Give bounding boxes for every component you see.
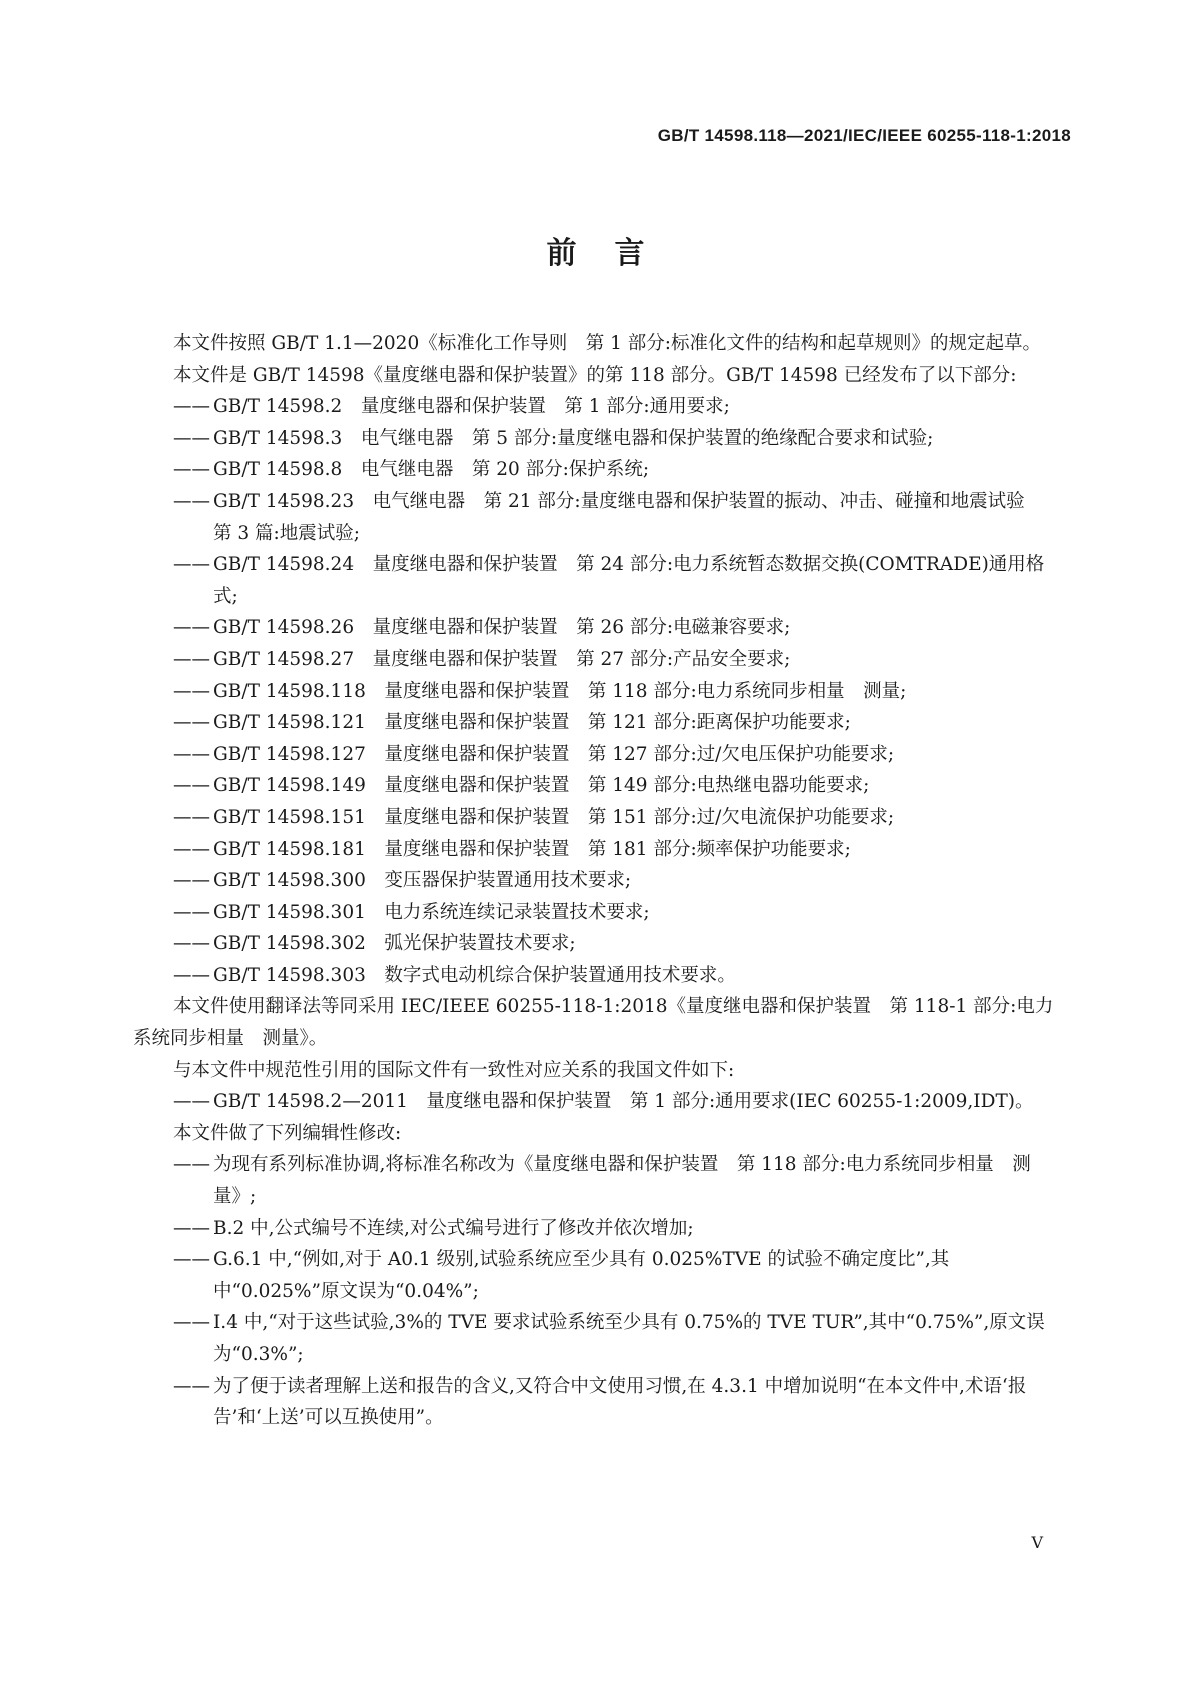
dash-marker: —— — [173, 933, 210, 955]
dash-marker: —— — [173, 1154, 210, 1176]
list-item — [133, 1371, 1057, 1434]
list-item-text: 为现有系列标准协调,将标准名称改为《量度继电器和保护装置 第 118 部分:电力系统同步相量 测量》; — [213, 1154, 1031, 1208]
list-item — [133, 897, 1057, 929]
dash-marker: —— — [173, 1249, 210, 1271]
page-title: 前言 — [546, 236, 683, 271]
paragraph-translation: 本文件使用翻译法等同采用 IEC/IEEE 60255-118-1:2018《量度继电器和保护装置 第 118-1 部分:电力系统同步相量 测量》。 — [133, 996, 1054, 1050]
list-item-text: GB/T 14598.127 量度继电器和保护装置 第 127 部分:过/欠电压保护功能要求; — [213, 743, 895, 765]
dash-marker: —— — [173, 459, 210, 481]
parts-list — [133, 391, 1057, 991]
dash-marker: —— — [173, 1375, 210, 1397]
list-item-text: GB/T 14598.26 量度继电器和保护装置 第 26 部分:电磁兼容要求; — [213, 617, 791, 639]
list-item-text: GB/T 14598.3 电气继电器 第 5 部分:量度继电器和保护装置的绝缘配合要求和试验; — [213, 427, 934, 449]
list-item-text: GB/T 14598.27 量度继电器和保护装置 第 27 部分:产品安全要求; — [213, 648, 791, 670]
dash-marker: —— — [173, 1091, 210, 1113]
list-item-text: GB/T 14598.149 量度继电器和保护装置 第 149 部分:电热继电器功能要求; — [213, 775, 870, 797]
standard-code-header: GB/T 14598.118—2021/IEC/IEEE 60255-118-1:2018 — [657, 126, 1071, 145]
list-item-text: GB/T 14598.303 数字式电动机综合保护装置通用技术要求。 — [213, 964, 736, 986]
list-item — [133, 549, 1057, 612]
list-item — [133, 834, 1057, 866]
list-item — [133, 644, 1057, 676]
foreword-body — [133, 328, 1057, 1434]
list-item — [133, 865, 1057, 897]
list-item-text: GB/T 14598.181 量度继电器和保护装置 第 181 部分:频率保护功能要求; — [213, 838, 851, 860]
dash-marker: —— — [173, 964, 210, 986]
list-item — [133, 1244, 1057, 1307]
list-item-text: B.2 中,公式编号不连续,对公式编号进行了修改并依次增加; — [213, 1217, 694, 1239]
paragraph-reference-intro: 与本文件中规范性引用的国际文件有一致性对应关系的我国文件如下: — [173, 1059, 735, 1081]
list-item — [133, 707, 1057, 739]
edit-list — [133, 1149, 1057, 1433]
list-item — [133, 612, 1057, 644]
list-item — [133, 391, 1057, 423]
dash-marker: —— — [173, 554, 210, 576]
dash-marker: —— — [173, 1312, 210, 1334]
list-item-text: I.4 中,“对于这些试验,3%的 TVE 要求试验系统至少具有 0.75%的 TVE TUR”,其中“0.75%”,原文误为“0.3%”; — [213, 1312, 1045, 1365]
list-item — [133, 454, 1057, 486]
dash-marker: —— — [173, 648, 210, 670]
reference-list — [133, 1086, 1057, 1118]
dash-marker: —— — [173, 870, 210, 892]
list-item — [133, 1307, 1057, 1370]
list-item — [133, 739, 1057, 771]
list-item — [133, 1213, 1057, 1245]
list-item-text: GB/T 14598.24 量度继电器和保护装置 第 24 部分:电力系统暂态数据交换(COMTRADE)通用格式; — [213, 554, 1045, 607]
list-item-text: GB/T 14598.300 变压器保护装置通用技术要求; — [213, 870, 632, 892]
dash-marker: —— — [173, 680, 210, 702]
dash-marker: —— — [173, 806, 210, 828]
dash-marker: —— — [173, 712, 210, 734]
list-item-text: GB/T 14598.118 量度继电器和保护装置 第 118 部分:电力系统同步相量 测量; — [213, 680, 907, 702]
list-item-text: GB/T 14598.2—2011 量度继电器和保护装置 第 1 部分:通用要求(IEC 60255-1:2009,IDT)。 — [213, 1091, 1034, 1113]
list-item-text: GB/T 14598.151 量度继电器和保护装置 第 151 部分:过/欠电流保护功能要求; — [213, 806, 895, 828]
list-item-text: 为了便于读者理解上送和报告的含义,又符合中文使用习惯,在 4.3.1 中增加说明“在本文件中,术语‘报告’和‘上送’可以互换使用”。 — [213, 1375, 1027, 1429]
list-item — [133, 1086, 1057, 1118]
list-item — [133, 928, 1057, 960]
dash-marker: —— — [173, 396, 210, 418]
list-item — [133, 960, 1057, 992]
dash-marker: —— — [173, 775, 210, 797]
list-item-text: GB/T 14598.121 量度继电器和保护装置 第 121 部分:距离保护功能要求; — [213, 712, 851, 734]
list-item — [133, 1149, 1057, 1212]
paragraph-series-intro: 本文件是 GB/T 14598《量度继电器和保护装置》的第 118 部分。GB/T 14598 已经发布了以下部分: — [173, 364, 1017, 386]
list-item — [133, 770, 1057, 802]
paragraph-drafting-rules: 本文件按照 GB/T 1.1—2020《标准化工作导则 第 1 部分:标准化文件的结构和起草规则》的规定起草。 — [173, 333, 1041, 354]
paragraph-edit-intro: 本文件做了下列编辑性修改: — [173, 1122, 402, 1144]
list-item-text: GB/T 14598.23 电气继电器 第 21 部分:量度继电器和保护装置的振动、冲击、碰撞和地震试验 第 3 篇:地震试验; — [213, 490, 1044, 544]
page-number: V — [1031, 1533, 1043, 1552]
list-item-text: GB/T 14598.2 量度继电器和保护装置 第 1 部分:通用要求; — [213, 396, 730, 418]
dash-marker: —— — [173, 617, 210, 639]
list-item-text: GB/T 14598.301 电力系统连续记录装置技术要求; — [213, 901, 650, 923]
list-item-text: GB/T 14598.302 弧光保护装置技术要求; — [213, 933, 576, 955]
dash-marker: —— — [173, 838, 210, 860]
list-item — [133, 423, 1057, 455]
list-item — [133, 802, 1057, 834]
list-item — [133, 486, 1057, 549]
dash-marker: —— — [173, 743, 210, 765]
dash-marker: —— — [173, 901, 210, 923]
list-item-text: G.6.1 中,“例如,对于 A0.1 级别,试验系统应至少具有 0.025%TVE 的试验不确定度比”,其中“0.025%”原文误为“0.04%”; — [213, 1249, 950, 1302]
dash-marker: —— — [173, 427, 210, 449]
list-item-text: GB/T 14598.8 电气继电器 第 20 部分:保护系统; — [213, 459, 650, 481]
dash-marker: —— — [173, 490, 210, 512]
list-item — [133, 676, 1057, 708]
dash-marker: —— — [173, 1217, 210, 1239]
